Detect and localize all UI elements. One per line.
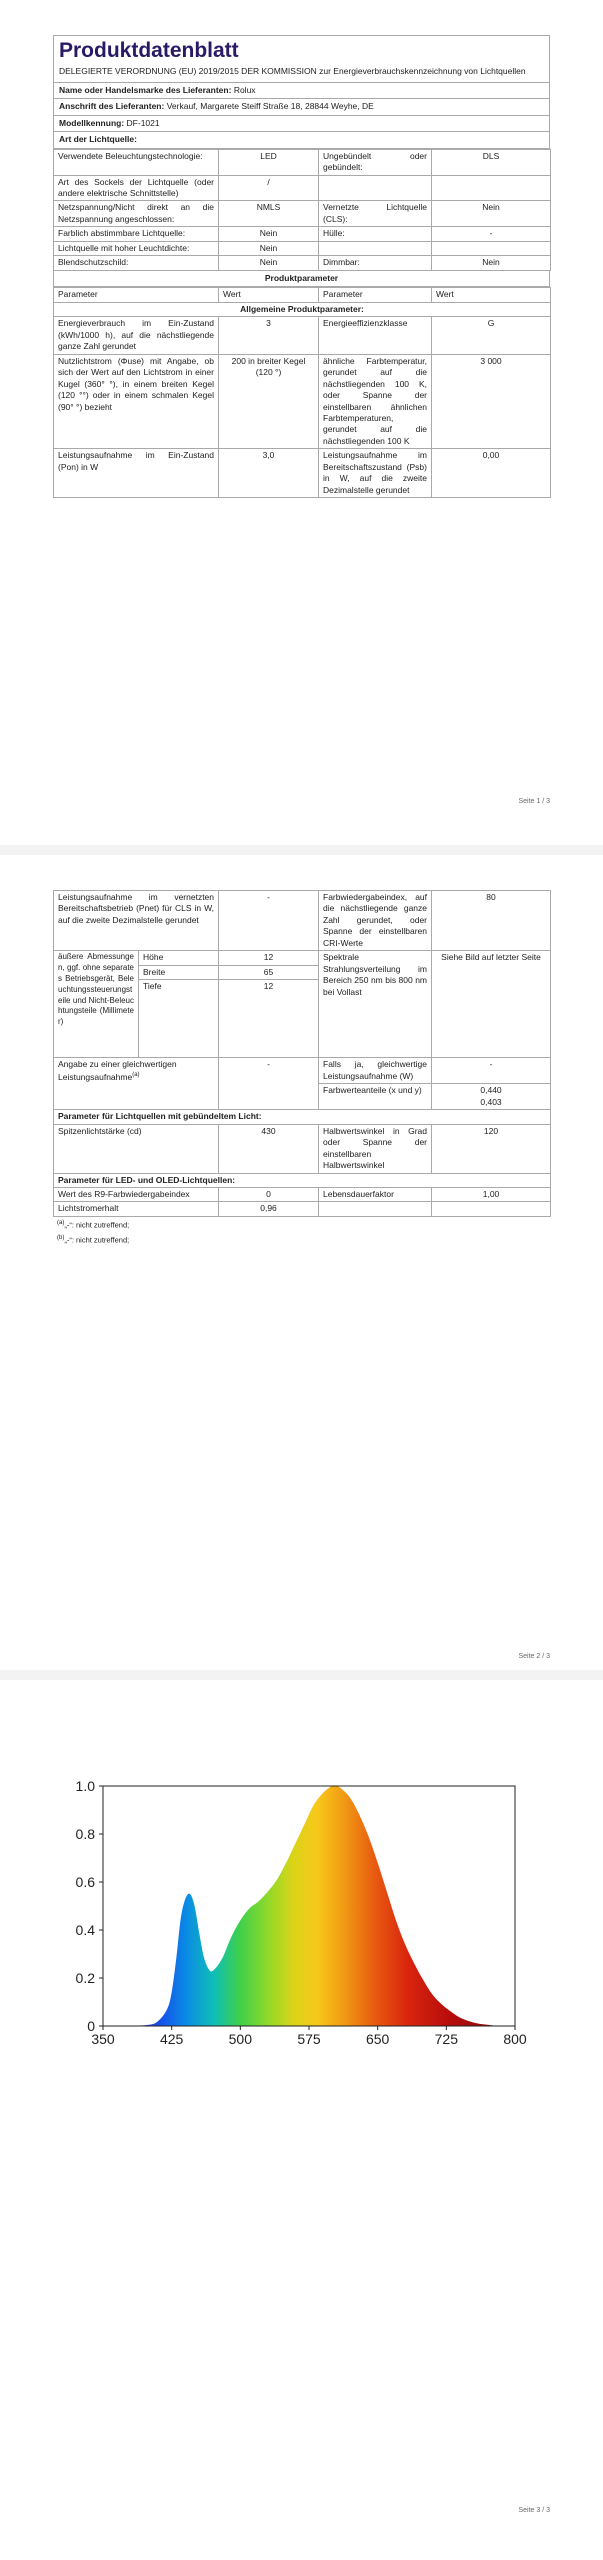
param-value: LED — [219, 149, 319, 175]
maintenance-label: Lichtstromerhalt — [54, 1202, 219, 1216]
x-tick-label: 500 — [228, 2031, 253, 2047]
light-type-row — [54, 149, 551, 175]
param-label: Lichtquelle mit hoher Leuchtdichte: — [54, 241, 219, 255]
spectral-label: Spektrale Strahlungsverteilung im Bereich 250 nm bis 800 nm bei Vollast — [319, 951, 432, 1058]
address-row — [53, 99, 550, 115]
supplier-value: Rolux — [233, 84, 256, 95]
param-value: / — [219, 175, 319, 201]
chromaticity-x: 0,440 — [480, 1085, 502, 1096]
equiv-power-value: - — [432, 1058, 551, 1084]
param-label: Leistungsaufnahme im Bereitschaftszustand (Psb) in W, auf die zweite Dezimalstelle gerundet — [319, 449, 432, 498]
empty-cell — [432, 1202, 551, 1216]
param-value — [432, 175, 551, 201]
chromaticity-label: Farbwerteanteile (x und y) — [319, 1084, 432, 1110]
param-value: Nein — [219, 256, 319, 270]
address-value: Verkauf, Margarete Steiff Straße 18, 28844 Weyhe, DE — [166, 101, 374, 112]
column-header-row — [54, 288, 551, 302]
cri-value: 80 — [432, 891, 551, 951]
y-tick-label: 0.4 — [75, 1922, 95, 1938]
peak-intensity-label: Spitzenlichtstärke (cd) — [54, 1124, 219, 1173]
beam-angle-value: 120 — [432, 1124, 551, 1173]
param-value: 3 000 — [432, 354, 551, 449]
supplier-label: Name oder Handelsmarke des Lieferanten: — [59, 84, 232, 95]
dimension-width-label: Breite — [139, 965, 219, 979]
document-title: Produktdatenblatt — [59, 39, 239, 62]
col-header-param: Parameter — [54, 288, 219, 302]
dimension-depth-value: 12 — [219, 980, 319, 1058]
peak-intensity-value: 430 — [219, 1124, 319, 1173]
param-value: - — [432, 227, 551, 241]
product-params-header: Produktparameter — [53, 271, 550, 287]
dimension-depth-label: Tiefe — [139, 980, 219, 1058]
general-param-row — [54, 317, 551, 354]
model-label: Modellkennung: — [59, 117, 125, 128]
x-tick-label: 650 — [365, 2031, 390, 2047]
general-header-row — [54, 302, 551, 316]
page2-table — [53, 890, 551, 1217]
footnote-b: $^{(b)}$„-“: nicht zutreffend; — [57, 1234, 130, 1245]
y-tick-label: 0.6 — [75, 1874, 95, 1890]
param-label — [319, 241, 432, 255]
param-value: Nein — [219, 241, 319, 255]
param-label: Hülle: — [319, 227, 432, 241]
param-value: 200 in breiter Kegel (120 °) — [219, 354, 319, 449]
col-header-value: Wert — [432, 288, 551, 302]
led-header-row — [54, 1173, 551, 1187]
product-params-table — [53, 287, 551, 498]
maintenance-value: 0,96 — [219, 1202, 319, 1216]
param-value: 0,00 — [432, 449, 551, 498]
param-value: Nein — [219, 227, 319, 241]
y-tick-label: 0.8 — [75, 1826, 95, 1842]
param-label — [319, 175, 432, 201]
light-type-row — [54, 175, 551, 201]
supplier-row — [53, 83, 550, 99]
x-tick-label: 425 — [159, 2031, 184, 2047]
equiv-value: - — [219, 1058, 319, 1110]
param-value: G — [432, 317, 551, 354]
param-label: Energieeffizienzklasse — [319, 317, 432, 354]
model-row — [53, 116, 550, 132]
dimension-row-height — [54, 951, 551, 965]
param-value: 3 — [219, 317, 319, 354]
param-value: Nein — [432, 201, 551, 227]
page-footer-3: Seite 3 / 3 — [518, 2507, 550, 2514]
address-label: Anschrift des Lieferanten: — [59, 101, 165, 112]
model-value: DF-1021 — [126, 117, 160, 128]
general-header: Allgemeine Produktparameter: — [54, 302, 551, 316]
param-label: Art des Sockels der Lichtquelle (oder andere elektrische Schnittstelle) — [54, 175, 219, 201]
page-footer-1: Seite 1 / 3 — [518, 798, 550, 805]
x-tick-label: 350 — [91, 2031, 115, 2047]
page-footer-2: Seite 2 / 3 — [518, 1653, 550, 1660]
header-box — [53, 35, 550, 83]
y-tick-label: 0 — [87, 2018, 95, 2034]
standby-row — [54, 891, 551, 951]
param-label: Ungebündelt oder gebündelt: — [319, 149, 432, 175]
light-type-row — [54, 256, 551, 270]
directed-header: Parameter für Lichtquellen mit gebündeltem Licht: — [54, 1110, 551, 1124]
x-tick-label: 800 — [503, 2031, 527, 2047]
spectrum-area — [130, 1785, 496, 2026]
r9-label: Wert des R9-Farbwiedergabeindex — [54, 1187, 219, 1201]
dimension-width-value: 65 — [219, 965, 319, 979]
equiv-label: Angabe zu einer gleichwertigen Leistungsaufnahme$^{(a)}$ — [54, 1058, 219, 1110]
param-value — [432, 241, 551, 255]
param-label: Verwendete Beleuchtungstechnologie: — [54, 149, 219, 175]
param-label: Nutzlichtstrom (Φuse) mit Angabe, ob sich der Wert auf den Lichtstrom in einer Kugel (360° °), in einem breiten Kegel (120 °°) oder in einem schmalen Kegel (90° °) bezieht — [54, 354, 219, 449]
y-tick-label: 1.0 — [75, 1778, 95, 1794]
standby-value: - — [219, 891, 319, 951]
equiv-power-label: Falls ja, gleichwertige Leistungsaufnahme (W) — [319, 1058, 432, 1084]
r9-value: 0 — [219, 1187, 319, 1201]
param-label: ähnliche Farbtemperatur, gerundet auf die nächstliegenden 100 K, oder Spanne der einstellbaren ähnlichen Farbtemperaturen, gerundet auf die nächstliegenden 100 K — [319, 354, 432, 449]
led-header: Parameter für LED- und OLED-Lichtquellen: — [54, 1173, 551, 1187]
dimensions-label: äußere Abmessungen, ggf. ohne separates Betriebsgerät, Beleuchtungssteuerungsteile und Nicht-Beleuchtungsteile (Millimeter) — [54, 951, 139, 1058]
beam-angle-label: Halbwertswinkel in Grad oder Spanne der einstellbaren Halbwertswinkel — [319, 1124, 432, 1173]
light-type-row — [54, 201, 551, 227]
spectral-value: Siehe Bild auf letzter Seite — [432, 951, 551, 1058]
footnotes — [53, 1217, 550, 1250]
spectrum-chart — [0, 1760, 603, 2080]
directed-header-row — [54, 1110, 551, 1124]
light-type-header: Art der Lichtquelle: — [53, 132, 550, 148]
page-3 — [0, 1680, 603, 2560]
param-value: DLS — [432, 149, 551, 175]
footnote-a: $^{(a)}$„-“: nicht zutreffend; — [57, 1219, 130, 1230]
param-label: Vernetzte Lichtquelle (CLS): — [319, 201, 432, 227]
document-subtitle: DELEGIERTE VERORDNUNG (EU) 2019/2015 DER KOMMISSION zur Energieverbrauchskennzeichnung von Lichtquellen — [59, 66, 526, 77]
light-type-table — [53, 149, 551, 271]
cri-label: Farbwiedergabeindex, auf die nächstliegende ganze Zahl gerundet, oder Spanne der einstellbaren CRI-Werte — [319, 891, 432, 951]
page-1 — [0, 0, 603, 845]
general-param-row — [54, 449, 551, 498]
general-param-row — [54, 354, 551, 449]
survival-factor-value: 1,00 — [432, 1187, 551, 1201]
x-tick-label: 725 — [434, 2031, 459, 2047]
light-type-row — [54, 241, 551, 255]
param-value: Nein — [432, 256, 551, 270]
col-header-value: Wert — [219, 288, 319, 302]
led-row-1 — [54, 1187, 551, 1201]
x-tick-label: 575 — [297, 2031, 321, 2047]
param-value: 3,0 — [219, 449, 319, 498]
led-row-2 — [54, 1202, 551, 1216]
param-label: Netzspannung/Nicht direkt an die Netzspannung angeschlossen: — [54, 201, 219, 227]
chromaticity-values — [432, 1084, 551, 1110]
survival-factor-label: Lebensdauerfaktor — [319, 1187, 432, 1201]
param-label: Blendschutzschild: — [54, 256, 219, 270]
standby-label: Leistungsaufnahme im vernetzten Bereitschaftsbetrieb (Pnet) für CLS in W, auf die zweite Dezimalstelle gerundet — [54, 891, 219, 951]
dimension-height-label: Höhe — [139, 951, 219, 965]
y-tick-label: 0.2 — [75, 1970, 95, 1986]
param-label: Leistungsaufnahme im Ein-Zustand (Pon) in W — [54, 449, 219, 498]
page-2 — [0, 855, 603, 1670]
dimension-height-value: 12 — [219, 951, 319, 965]
light-type-row — [54, 227, 551, 241]
footnote-a-marker: (a) — [132, 1071, 140, 1078]
equiv-row — [54, 1058, 551, 1084]
col-header-param: Parameter — [319, 288, 432, 302]
chromaticity-y: 0,403 — [480, 1096, 502, 1107]
empty-cell — [319, 1202, 432, 1216]
param-label: Dimmbar: — [319, 256, 432, 270]
param-label: Farblich abstimmbare Lichtquelle: — [54, 227, 219, 241]
param-label: Energieverbrauch im Ein-Zustand (kWh/1000 h), auf die nächstliegende ganze Zahl gerundet — [54, 317, 219, 354]
directed-row — [54, 1124, 551, 1173]
param-value: NMLS — [219, 201, 319, 227]
